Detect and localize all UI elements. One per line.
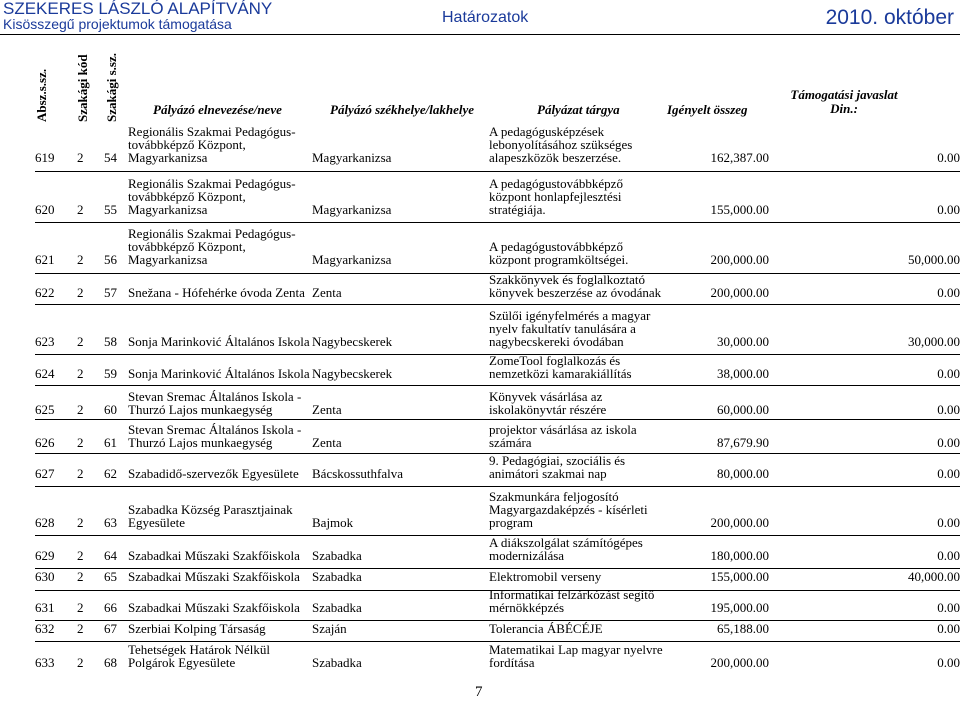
- cell-sno: 54: [104, 150, 117, 165]
- cell-subject: ZomeTool foglalkozás és nemzetközi kamarakiállítás: [489, 353, 632, 381]
- column-header-sector-code: Szakági kód: [75, 54, 90, 122]
- cell-proposal: 0.00: [937, 515, 960, 530]
- cell-requested: 180,000.00: [710, 548, 769, 563]
- cell-sno: 67: [104, 621, 117, 636]
- row-divider: [35, 385, 960, 386]
- cell-sno: 63: [104, 515, 117, 530]
- cell-name: Szabadkai Műszaki Szakfőiskola: [128, 569, 300, 584]
- cell-proposal: 0.00: [937, 150, 960, 165]
- cell-seat: Magyarkanizsa: [312, 252, 392, 267]
- row-divider: [35, 620, 960, 621]
- cell-name: Szabadka Község Parasztjainak Egyesülete: [128, 502, 293, 530]
- cell-name: Regionális Szakmai Pedagógus- továbbképző Központ, Magyarkanizsa: [128, 124, 296, 165]
- row-divider: [35, 419, 960, 420]
- cell-proposal: 0.00: [937, 285, 960, 300]
- cell-sno: 65: [104, 569, 117, 584]
- cell-seat: Magyarkanizsa: [312, 202, 392, 217]
- cell-proposal: 40,000.00: [908, 569, 960, 584]
- cell-requested: 200,000.00: [710, 252, 769, 267]
- row-divider: [35, 304, 960, 305]
- cell-requested: 200,000.00: [710, 655, 769, 670]
- cell-name: Regionális Szakmai Pedagógus- továbbképző Központ, Magyarkanizsa: [128, 176, 296, 217]
- cell-sno: 59: [104, 366, 117, 381]
- cell-seat: Bajmok: [312, 515, 354, 530]
- column-header-proposal: Támogatási javaslat Din.:: [790, 87, 898, 116]
- cell-seat: Nagybecskerek: [312, 334, 393, 349]
- cell-sno: 55: [104, 202, 117, 217]
- cell-sno: 61: [104, 435, 117, 450]
- cell-requested: 200,000.00: [710, 515, 769, 530]
- cell-requested: 87,679.90: [717, 435, 769, 450]
- row-divider: [35, 354, 960, 355]
- cell-proposal: 0.00: [937, 435, 960, 450]
- cell-proposal: 0.00: [937, 621, 960, 636]
- cell-sno: 57: [104, 285, 117, 300]
- cell-subject: Informatikai felzárkózást segítő mérnökképzés: [489, 587, 655, 615]
- cell-requested: 155,000.00: [710, 202, 769, 217]
- column-header-seat: Pályázó székhelye/lakhelye: [330, 102, 475, 117]
- cell-abs: 623: [35, 334, 55, 349]
- cell-code: 2: [77, 366, 84, 381]
- cell-code: 2: [77, 150, 84, 165]
- cell-seat: Magyarkanizsa: [312, 150, 392, 165]
- page-header: [0, 0, 960, 35]
- cell-requested: 38,000.00: [717, 366, 769, 381]
- program-subtitle: Kisösszegű projektumok támogatása: [3, 16, 232, 32]
- cell-subject: Matematikai Lap magyar nyelvre fordítása: [489, 642, 663, 670]
- cell-sno: 62: [104, 466, 117, 481]
- cell-proposal: 0.00: [937, 600, 960, 615]
- section-title: Határozatok: [442, 9, 529, 26]
- row-divider: [35, 453, 960, 454]
- cell-sno: 66: [104, 600, 117, 615]
- cell-subject: 9. Pedagógiai, szociális és animátori szakmai nap: [489, 453, 626, 481]
- cell-seat: Zenta: [312, 435, 342, 450]
- cell-requested: 200,000.00: [710, 285, 769, 300]
- cell-name: Szabadidő-szervezők Egyesülete: [128, 466, 299, 481]
- cell-subject: Szülői igényfelmérés a magyar nyelv fakultatív tanulására a nagybecskereki óvodában: [489, 308, 651, 349]
- cell-subject: projektor vásárlása az iskola számára: [489, 422, 637, 450]
- cell-requested: 80,000.00: [717, 466, 769, 481]
- cell-name: Szabadkai Műszaki Szakfőiskola: [128, 600, 300, 615]
- cell-seat: Zenta: [312, 285, 342, 300]
- cell-abs: 620: [35, 202, 55, 217]
- cell-code: 2: [77, 621, 84, 636]
- cell-proposal: 0.00: [937, 202, 960, 217]
- cell-abs: 619: [35, 150, 55, 165]
- cell-seat: Szaján: [312, 621, 347, 636]
- cell-subject: A diákszolgálat számítógépes modernizálása: [489, 535, 643, 563]
- cell-name: Snežana - Hófehérke óvoda Zenta: [128, 285, 305, 300]
- row-divider: [35, 273, 960, 274]
- cell-abs: 629: [35, 548, 55, 563]
- cell-requested: 195,000.00: [710, 600, 769, 615]
- cell-sno: 60: [104, 402, 117, 417]
- cell-seat: Szabadka: [312, 569, 362, 584]
- cell-name: Sonja Marinković Általános Iskola: [128, 366, 310, 381]
- column-header-requested: Igényelt összeg: [667, 102, 748, 117]
- cell-name: Regionális Szakmai Pedagógus- továbbképző Központ, Magyarkanizsa: [128, 226, 296, 267]
- cell-name: Stevan Sremac Általános Iskola - Thurzó Lajos munkaegység: [128, 422, 302, 450]
- row-divider: [35, 641, 960, 642]
- cell-subject: Szakmunkára feljogosító Magyargazdaképzés - kísérleti program: [489, 489, 648, 530]
- cell-code: 2: [77, 569, 84, 584]
- cell-abs: 625: [35, 402, 55, 417]
- cell-code: 2: [77, 334, 84, 349]
- column-header-applicant: Pályázó elnevezése/neve: [153, 102, 282, 117]
- cell-subject: A pedagógustovábbképző központ honlapfejlesztési stratégiája.: [489, 176, 623, 217]
- cell-code: 2: [77, 655, 84, 670]
- cell-abs: 624: [35, 366, 55, 381]
- cell-proposal: 0.00: [937, 655, 960, 670]
- column-header-subject: Pályázat tárgya: [537, 102, 620, 117]
- cell-abs: 630: [35, 569, 55, 584]
- cell-abs: 622: [35, 285, 55, 300]
- cell-proposal: 0.00: [937, 548, 960, 563]
- cell-abs: 633: [35, 655, 55, 670]
- cell-seat: Szabadka: [312, 600, 362, 615]
- cell-sno: 64: [104, 548, 117, 563]
- cell-name: Sonja Marinković Általános Iskola: [128, 334, 310, 349]
- cell-requested: 65,188.00: [717, 621, 769, 636]
- cell-subject: Szakkönyvek és foglalkoztató könyvek beszerzése az óvodának: [489, 272, 662, 300]
- cell-seat: Szabadka: [312, 548, 362, 563]
- cell-subject: Könyvek vásárlása az iskolakönyvtár részére: [489, 389, 607, 417]
- cell-abs: 621: [35, 252, 55, 267]
- row-divider: [35, 222, 960, 223]
- cell-code: 2: [77, 515, 84, 530]
- cell-name: Szabadkai Műszaki Szakfőiskola: [128, 548, 300, 563]
- cell-proposal: 30,000.00: [908, 334, 960, 349]
- cell-seat: Bácskossuthfalva: [312, 466, 403, 481]
- period-label: 2010. október: [825, 6, 954, 29]
- cell-seat: Szabadka: [312, 655, 362, 670]
- row-divider: [35, 590, 960, 591]
- cell-sno: 58: [104, 334, 117, 349]
- cell-code: 2: [77, 285, 84, 300]
- cell-abs: 632: [35, 621, 55, 636]
- row-divider: [35, 171, 960, 172]
- cell-requested: 60,000.00: [717, 402, 769, 417]
- organization-name: SZEKERES LÁSZLÓ ALAPÍTVÁNY: [3, 0, 273, 18]
- cell-sno: 68: [104, 655, 117, 670]
- cell-proposal: 0.00: [937, 366, 960, 381]
- column-header-abs-no: Absz.s.sz.: [34, 68, 49, 122]
- cell-code: 2: [77, 466, 84, 481]
- cell-seat: Nagybecskerek: [312, 366, 393, 381]
- cell-proposal: 50,000.00: [908, 252, 960, 267]
- cell-proposal: 0.00: [937, 466, 960, 481]
- cell-name: Szerbiai Kolping Társaság: [128, 621, 266, 636]
- page-number: 7: [475, 684, 483, 700]
- cell-abs: 627: [35, 466, 55, 481]
- cell-abs: 631: [35, 600, 55, 615]
- cell-code: 2: [77, 202, 84, 217]
- row-divider: [35, 486, 960, 487]
- row-divider: [35, 568, 960, 569]
- cell-name: Stevan Sremac Általános Iskola - Thurzó Lajos munkaegység: [128, 389, 302, 417]
- cell-code: 2: [77, 252, 84, 267]
- cell-subject: A pedagógusképzések lebonyolításához szükséges alapeszközök beszerzése.: [489, 124, 633, 165]
- cell-subject: Tolerancia ÁBÉCÉJE: [489, 621, 603, 636]
- cell-subject: A pedagógustovábbképző központ programköltségei.: [489, 239, 629, 267]
- cell-sno: 56: [104, 252, 117, 267]
- cell-name: Tehetségek Határok Nélkül Polgárok Egyesülete: [128, 642, 271, 670]
- cell-subject: Elektromobil verseny: [489, 569, 602, 584]
- cell-seat: Zenta: [312, 402, 342, 417]
- cell-code: 2: [77, 435, 84, 450]
- cell-code: 2: [77, 548, 84, 563]
- cell-proposal: 0.00: [937, 402, 960, 417]
- cell-abs: 628: [35, 515, 55, 530]
- cell-requested: 30,000.00: [717, 334, 769, 349]
- cell-abs: 626: [35, 435, 55, 450]
- cell-code: 2: [77, 600, 84, 615]
- cell-requested: 162,387.00: [710, 150, 769, 165]
- cell-code: 2: [77, 402, 84, 417]
- cell-requested: 155,000.00: [710, 569, 769, 584]
- row-divider: [35, 535, 960, 536]
- column-header-sector-no: Szakági s.sz.: [104, 53, 119, 122]
